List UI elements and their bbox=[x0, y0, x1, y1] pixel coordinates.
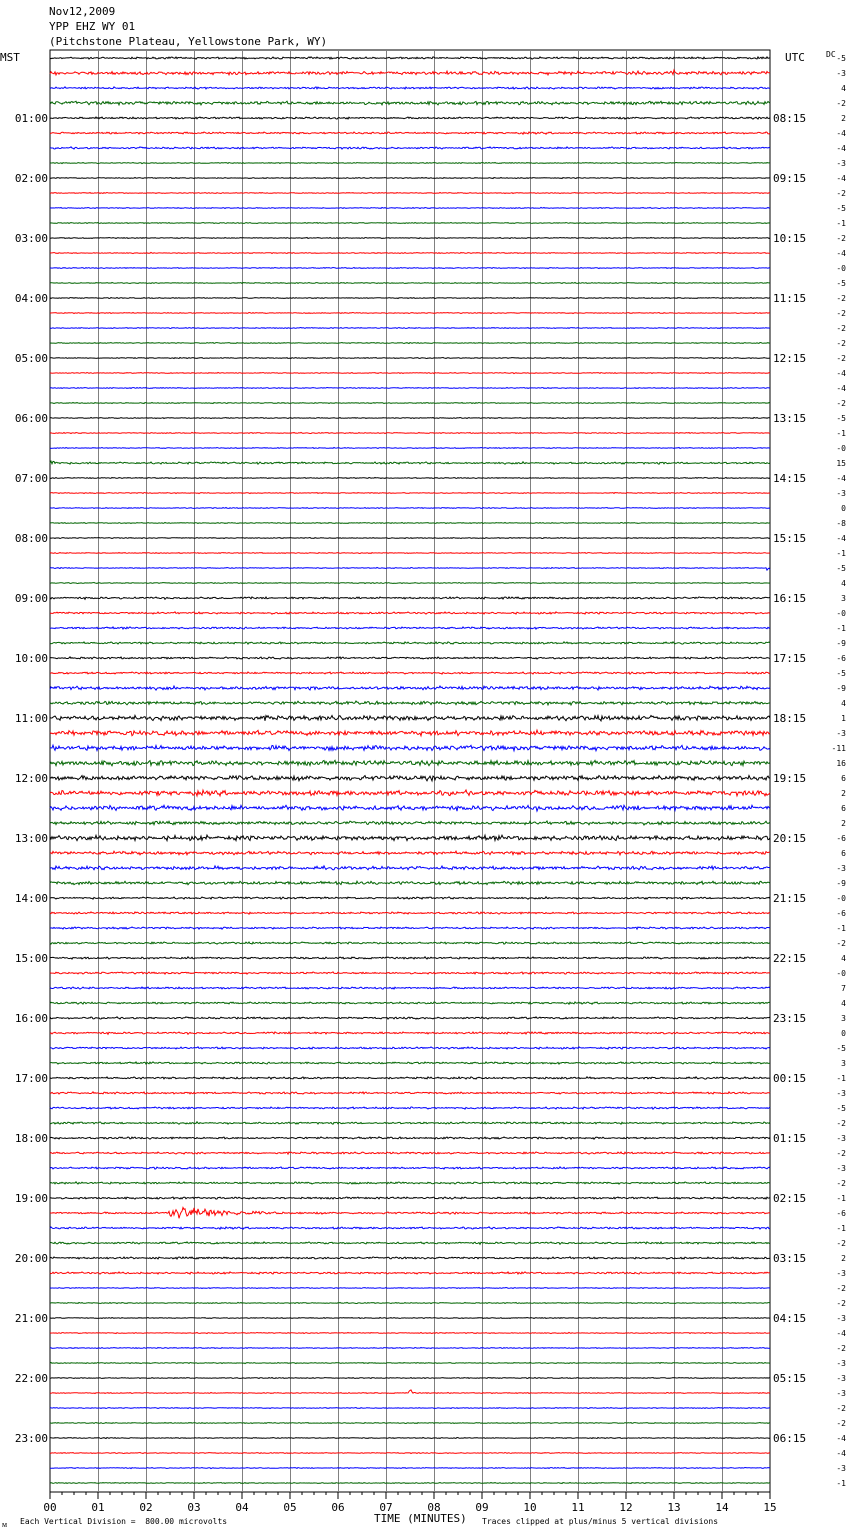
dc-offset-label: -2 bbox=[836, 99, 846, 108]
dc-offset-label: 16 bbox=[836, 759, 846, 768]
dc-offset-label: -3 bbox=[836, 1464, 846, 1473]
dc-offset-label: 3 bbox=[841, 594, 846, 603]
dc-offset-label: -4 bbox=[836, 534, 846, 543]
utc-hour-label: 01:15 bbox=[773, 1132, 807, 1145]
dc-offset-label: -4 bbox=[836, 369, 846, 378]
dc-offset-label: -2 bbox=[836, 1299, 846, 1308]
seismic-trace bbox=[50, 642, 770, 644]
seismic-trace bbox=[50, 912, 770, 914]
dc-offset-label: -4 bbox=[836, 174, 846, 183]
seismic-trace bbox=[50, 538, 770, 539]
x-tick-label: 06 bbox=[331, 1501, 345, 1514]
dc-offset-label: -2 bbox=[836, 294, 846, 303]
seismic-trace bbox=[50, 207, 770, 208]
dc-offset-label: -1 bbox=[836, 429, 846, 438]
seismic-trace bbox=[50, 1468, 770, 1469]
seismic-trace bbox=[50, 1197, 770, 1199]
seismic-trace bbox=[50, 776, 770, 781]
seismic-trace bbox=[50, 553, 770, 554]
x-tick-label: 02 bbox=[139, 1501, 153, 1514]
seismic-trace bbox=[50, 851, 770, 855]
utc-hour-label: 02:15 bbox=[773, 1192, 807, 1205]
dc-offset-label: 7 bbox=[841, 984, 846, 993]
seismic-trace bbox=[50, 87, 770, 89]
mst-hour-label: 15:00 bbox=[14, 952, 48, 965]
mst-hour-label: 12:00 bbox=[14, 772, 48, 785]
utc-axis-label: UTC bbox=[785, 51, 805, 64]
seismic-trace bbox=[50, 568, 770, 571]
seismic-trace bbox=[50, 730, 770, 736]
seismic-trace bbox=[50, 1390, 770, 1394]
seismic-trace bbox=[50, 101, 770, 105]
mst-axis-label: MST bbox=[0, 51, 20, 64]
seismic-trace bbox=[50, 388, 770, 389]
seismic-trace bbox=[50, 493, 770, 494]
utc-hour-label: 10:15 bbox=[773, 232, 807, 245]
seismic-trace bbox=[50, 1378, 770, 1379]
dc-offset-label: -4 bbox=[836, 144, 846, 153]
utc-hour-label: 12:15 bbox=[773, 352, 807, 365]
seismic-trace bbox=[50, 267, 770, 268]
x-tick-label: 00 bbox=[43, 1501, 57, 1514]
dc-offset-label: -1 bbox=[836, 1074, 846, 1083]
seismic-trace bbox=[50, 582, 770, 583]
x-tick-label: 05 bbox=[283, 1501, 297, 1514]
dc-offset-label: -6 bbox=[836, 909, 846, 918]
seismic-trace bbox=[50, 298, 770, 299]
seismic-trace bbox=[50, 1002, 770, 1004]
seismic-trace bbox=[50, 1408, 770, 1409]
seismic-trace bbox=[50, 790, 770, 796]
dc-offset-label: -3 bbox=[836, 1374, 846, 1383]
dc-offset-label: -0 bbox=[836, 264, 846, 273]
x-tick-label: 09 bbox=[475, 1501, 489, 1514]
dc-offset-label: 15 bbox=[836, 459, 846, 468]
dc-offset-label: -9 bbox=[836, 684, 846, 693]
seismic-trace bbox=[50, 1438, 770, 1439]
seismic-trace bbox=[50, 701, 770, 705]
dc-offset-label: -9 bbox=[836, 639, 846, 648]
x-tick-label: 15 bbox=[763, 1501, 777, 1514]
seismic-trace bbox=[50, 612, 770, 614]
dc-offset-label: -5 bbox=[836, 1104, 846, 1113]
dc-offset-label: -2 bbox=[836, 1284, 846, 1293]
dc-offset-label: -4 bbox=[836, 1329, 846, 1338]
seismic-trace bbox=[50, 223, 770, 224]
mst-hour-label: 08:00 bbox=[14, 532, 48, 545]
dc-offset-label: -4 bbox=[836, 1449, 846, 1458]
dc-offset-label: -0 bbox=[836, 609, 846, 618]
seismic-trace bbox=[50, 193, 770, 194]
seismic-trace bbox=[50, 1122, 770, 1124]
dc-offset-label: -2 bbox=[836, 1239, 846, 1248]
seismic-trace bbox=[50, 1242, 770, 1244]
mst-hour-label: 18:00 bbox=[14, 1132, 48, 1145]
dc-offset-label: -2 bbox=[836, 1149, 846, 1158]
dc-offset-label: -2 bbox=[836, 339, 846, 348]
dc-offset-label: -4 bbox=[836, 249, 846, 258]
utc-hour-label: 23:15 bbox=[773, 1012, 807, 1025]
dc-offset-label: 4 bbox=[841, 699, 846, 708]
utc-hour-label: 03:15 bbox=[773, 1252, 807, 1265]
utc-hour-label: 19:15 bbox=[773, 772, 807, 785]
dc-offset-label: -0 bbox=[836, 969, 846, 978]
dc-offset-label: -4 bbox=[836, 1434, 846, 1443]
dc-offset-label: -2 bbox=[836, 1344, 846, 1353]
seismic-trace bbox=[50, 1363, 770, 1364]
x-tick-label: 04 bbox=[235, 1501, 249, 1514]
seismic-trace bbox=[50, 897, 770, 899]
dc-offset-label: 0 bbox=[841, 504, 846, 513]
dc-offset-label: -3 bbox=[836, 1314, 846, 1323]
dc-offset-label: -1 bbox=[836, 1194, 846, 1203]
dc-offset-label: 2 bbox=[841, 819, 846, 828]
mst-hour-label: 07:00 bbox=[14, 472, 48, 485]
mst-hour-label: 10:00 bbox=[14, 652, 48, 665]
seismic-trace bbox=[50, 627, 770, 629]
dc-offset-label: -11 bbox=[831, 744, 846, 753]
seismic-trace bbox=[50, 238, 770, 239]
seismic-trace bbox=[50, 403, 770, 404]
utc-hour-label: 00:15 bbox=[773, 1072, 807, 1085]
seismic-trace bbox=[50, 373, 770, 374]
mst-hour-label: 11:00 bbox=[14, 712, 48, 725]
dc-offset-label: 2 bbox=[841, 1254, 846, 1263]
dc-offset-label: 4 bbox=[841, 579, 846, 588]
mst-hour-label: 21:00 bbox=[14, 1312, 48, 1325]
dc-offset-label: 3 bbox=[841, 1059, 846, 1068]
dc-offset-label: -3 bbox=[836, 69, 846, 78]
clip-note: Traces clipped at plus/minus 5 vertical divisions bbox=[482, 1517, 719, 1526]
utc-hour-label: 08:15 bbox=[773, 112, 807, 125]
seismic-trace bbox=[50, 597, 770, 599]
x-tick-label: 11 bbox=[571, 1501, 585, 1514]
mst-hour-label: 04:00 bbox=[14, 292, 48, 305]
utc-hour-label: 14:15 bbox=[773, 472, 807, 485]
mst-hour-label: 19:00 bbox=[14, 1192, 48, 1205]
seismic-trace bbox=[50, 461, 770, 464]
seismic-trace bbox=[50, 523, 770, 524]
seismic-trace bbox=[50, 1062, 770, 1064]
seismic-trace bbox=[50, 328, 770, 329]
plot-frame bbox=[50, 50, 770, 1492]
dc-offset-label: -4 bbox=[836, 474, 846, 483]
dc-offset-label: -1 bbox=[836, 549, 846, 558]
utc-hour-label: 21:15 bbox=[773, 892, 807, 905]
dc-offset-label: -3 bbox=[836, 159, 846, 168]
seismic-trace bbox=[50, 866, 770, 870]
utc-hour-label: 04:15 bbox=[773, 1312, 807, 1325]
dc-offset-label: -5 bbox=[836, 54, 846, 63]
seismic-trace bbox=[50, 343, 770, 344]
seismic-trace bbox=[50, 957, 770, 959]
dc-offset-label: -0 bbox=[836, 444, 846, 453]
x-tick-label: 01 bbox=[91, 1501, 105, 1514]
dc-offset-label: -2 bbox=[836, 1119, 846, 1128]
dc-offset-label: -1 bbox=[836, 1224, 846, 1233]
dc-offset-label: -6 bbox=[836, 834, 846, 843]
seismic-trace bbox=[50, 1452, 770, 1453]
seismic-trace bbox=[50, 163, 770, 164]
seismic-trace bbox=[50, 672, 770, 674]
x-tick-label: 03 bbox=[187, 1501, 201, 1514]
utc-hour-label: 20:15 bbox=[773, 832, 807, 845]
dc-offset-label: 4 bbox=[841, 84, 846, 93]
seismic-trace bbox=[50, 178, 770, 179]
dc-offset-label: -1 bbox=[836, 219, 846, 228]
seismic-trace bbox=[50, 805, 770, 811]
seismic-trace bbox=[50, 1332, 770, 1333]
x-axis-title: TIME (MINUTES) bbox=[374, 1512, 467, 1525]
dc-offset-label: -3 bbox=[836, 729, 846, 738]
dc-offset-label: -5 bbox=[836, 669, 846, 678]
dc-offset-label: -1 bbox=[836, 624, 846, 633]
dc-offset-label: -2 bbox=[836, 234, 846, 243]
dc-offset-label: -3 bbox=[836, 1389, 846, 1398]
dc-offset-label: -2 bbox=[836, 354, 846, 363]
scale-note: Each Vertical Division = 800.00 microvolts bbox=[20, 1517, 228, 1526]
seismic-trace bbox=[50, 57, 770, 59]
seismic-trace bbox=[50, 1152, 770, 1154]
dc-offset-label: -9 bbox=[836, 879, 846, 888]
seismic-trace bbox=[50, 477, 770, 478]
x-tick-label: 07 bbox=[379, 1501, 393, 1514]
dc-offset-label: -3 bbox=[836, 1359, 846, 1368]
seismic-trace bbox=[50, 1318, 770, 1319]
seismic-trace bbox=[50, 70, 770, 75]
scale-icon: ᴍ bbox=[2, 1520, 8, 1529]
dc-offset-label: -5 bbox=[836, 1044, 846, 1053]
dc-offset-label: -4 bbox=[836, 129, 846, 138]
dc-offset-label: -3 bbox=[836, 489, 846, 498]
seismic-trace bbox=[50, 117, 770, 119]
mst-hour-label: 17:00 bbox=[14, 1072, 48, 1085]
dc-offset-label: -2 bbox=[836, 939, 846, 948]
header-location: (Pitchstone Plateau, Yellowstone Park, WY) bbox=[49, 35, 328, 48]
dc-offset-label: -0 bbox=[836, 894, 846, 903]
dc-offset-label: -2 bbox=[836, 1179, 846, 1188]
seismic-trace bbox=[50, 881, 770, 885]
dc-offset-label: 6 bbox=[841, 849, 846, 858]
dc-offset-label: 0 bbox=[841, 1029, 846, 1038]
seismic-trace bbox=[50, 987, 770, 989]
seismic-trace bbox=[50, 657, 770, 659]
x-tick-label: 13 bbox=[667, 1501, 681, 1514]
seismic-trace bbox=[50, 1047, 770, 1049]
seismic-trace bbox=[50, 1137, 770, 1139]
utc-hour-label: 22:15 bbox=[773, 952, 807, 965]
seismic-trace bbox=[50, 1288, 770, 1289]
dc-offset-label: -2 bbox=[836, 189, 846, 198]
seismic-trace bbox=[50, 1257, 770, 1259]
dc-offset-label: 6 bbox=[841, 804, 846, 813]
dc-offset-label: -1 bbox=[836, 1479, 846, 1488]
mst-hour-label: 22:00 bbox=[14, 1372, 48, 1385]
mst-hour-label: 05:00 bbox=[14, 352, 48, 365]
seismic-trace bbox=[50, 835, 770, 841]
utc-hour-label: 18:15 bbox=[773, 712, 807, 725]
seismic-trace bbox=[50, 1092, 770, 1094]
seismic-trace bbox=[50, 448, 770, 449]
mst-hour-label: 16:00 bbox=[14, 1012, 48, 1025]
seismic-trace bbox=[50, 1347, 770, 1348]
utc-hour-label: 06:15 bbox=[773, 1432, 807, 1445]
seismic-trace bbox=[50, 972, 770, 974]
seismic-trace bbox=[50, 745, 770, 751]
seismic-trace bbox=[50, 760, 770, 766]
seismic-trace bbox=[50, 418, 770, 419]
seismic-trace bbox=[50, 1483, 770, 1484]
seismic-trace bbox=[50, 1107, 770, 1109]
mst-hour-label: 02:00 bbox=[14, 172, 48, 185]
x-tick-label: 12 bbox=[619, 1501, 633, 1514]
seismic-trace bbox=[50, 686, 770, 690]
seismic-trace bbox=[50, 1032, 770, 1034]
dc-offset-label: -5 bbox=[836, 279, 846, 288]
mst-hour-label: 09:00 bbox=[14, 592, 48, 605]
seismic-trace bbox=[50, 1077, 770, 1079]
dc-offset-label: -2 bbox=[836, 1419, 846, 1428]
mst-hour-label: 01:00 bbox=[14, 112, 48, 125]
seismic-trace bbox=[50, 1208, 770, 1219]
seismic-trace bbox=[50, 1017, 770, 1019]
dc-offset-label: 4 bbox=[841, 999, 846, 1008]
dc-offset-label: -3 bbox=[836, 1164, 846, 1173]
mst-hour-label: 06:00 bbox=[14, 412, 48, 425]
dc-offset-label: 2 bbox=[841, 789, 846, 798]
mst-hour-label: 03:00 bbox=[14, 232, 48, 245]
seismic-trace bbox=[50, 432, 770, 433]
x-tick-label: 10 bbox=[523, 1501, 537, 1514]
dc-offset-label: -3 bbox=[836, 1089, 846, 1098]
utc-hour-label: 09:15 bbox=[773, 172, 807, 185]
dc-offset-label: -4 bbox=[836, 384, 846, 393]
x-tick-label: 14 bbox=[715, 1501, 729, 1514]
seismic-trace bbox=[50, 508, 770, 509]
utc-hour-label: 13:15 bbox=[773, 412, 807, 425]
seismic-trace bbox=[50, 132, 770, 134]
dc-offset-label: -2 bbox=[836, 324, 846, 333]
seismic-trace bbox=[50, 1227, 770, 1229]
seismic-trace bbox=[50, 357, 770, 358]
dc-offset-label: -3 bbox=[836, 1269, 846, 1278]
seismic-trace bbox=[50, 1182, 770, 1184]
mst-hour-label: 14:00 bbox=[14, 892, 48, 905]
dc-offset-label: 1 bbox=[841, 714, 846, 723]
dc-offset-label: 2 bbox=[841, 114, 846, 123]
dc-offset-label: -5 bbox=[836, 564, 846, 573]
dc-offset-label: -5 bbox=[836, 204, 846, 213]
utc-hour-label: 15:15 bbox=[773, 532, 807, 545]
dc-label: DC bbox=[826, 50, 836, 59]
utc-hour-label: 05:15 bbox=[773, 1372, 807, 1385]
mst-hour-label: 23:00 bbox=[14, 1432, 48, 1445]
mst-hour-label: 13:00 bbox=[14, 832, 48, 845]
x-tick-label: 08 bbox=[427, 1501, 441, 1514]
seismic-trace bbox=[50, 1423, 770, 1424]
dc-offset-label: 3 bbox=[841, 1014, 846, 1023]
dc-offset-label: -8 bbox=[836, 519, 846, 528]
seismic-trace bbox=[50, 942, 770, 944]
seismic-trace bbox=[50, 1272, 770, 1274]
utc-hour-label: 16:15 bbox=[773, 592, 807, 605]
dc-offset-label: -2 bbox=[836, 309, 846, 318]
dc-offset-label: -1 bbox=[836, 924, 846, 933]
seismic-trace bbox=[50, 252, 770, 253]
dc-offset-label: 6 bbox=[841, 774, 846, 783]
mst-hour-label: 20:00 bbox=[14, 1252, 48, 1265]
dc-offset-label: 4 bbox=[841, 954, 846, 963]
dc-offset-label: -2 bbox=[836, 399, 846, 408]
dc-offset-label: -6 bbox=[836, 1209, 846, 1218]
seismic-trace bbox=[50, 313, 770, 314]
seismic-trace bbox=[50, 927, 770, 929]
dc-offset-label: -3 bbox=[836, 864, 846, 873]
header-station: YPP EHZ WY 01 bbox=[49, 20, 136, 33]
header-date: Nov12,2009 bbox=[49, 5, 116, 18]
dc-offset-label: -3 bbox=[836, 1134, 846, 1143]
utc-hour-label: 17:15 bbox=[773, 652, 807, 665]
seismic-trace bbox=[50, 821, 770, 825]
seismic-trace bbox=[50, 147, 770, 149]
seismic-trace bbox=[50, 1302, 770, 1303]
dc-offset-label: -2 bbox=[836, 1404, 846, 1413]
seismic-trace bbox=[50, 283, 770, 284]
dc-offset-label: -5 bbox=[836, 414, 846, 423]
seismic-trace bbox=[50, 1167, 770, 1169]
seismic-trace bbox=[50, 715, 770, 720]
dc-offset-label: -6 bbox=[836, 654, 846, 663]
utc-hour-label: 11:15 bbox=[773, 292, 807, 305]
